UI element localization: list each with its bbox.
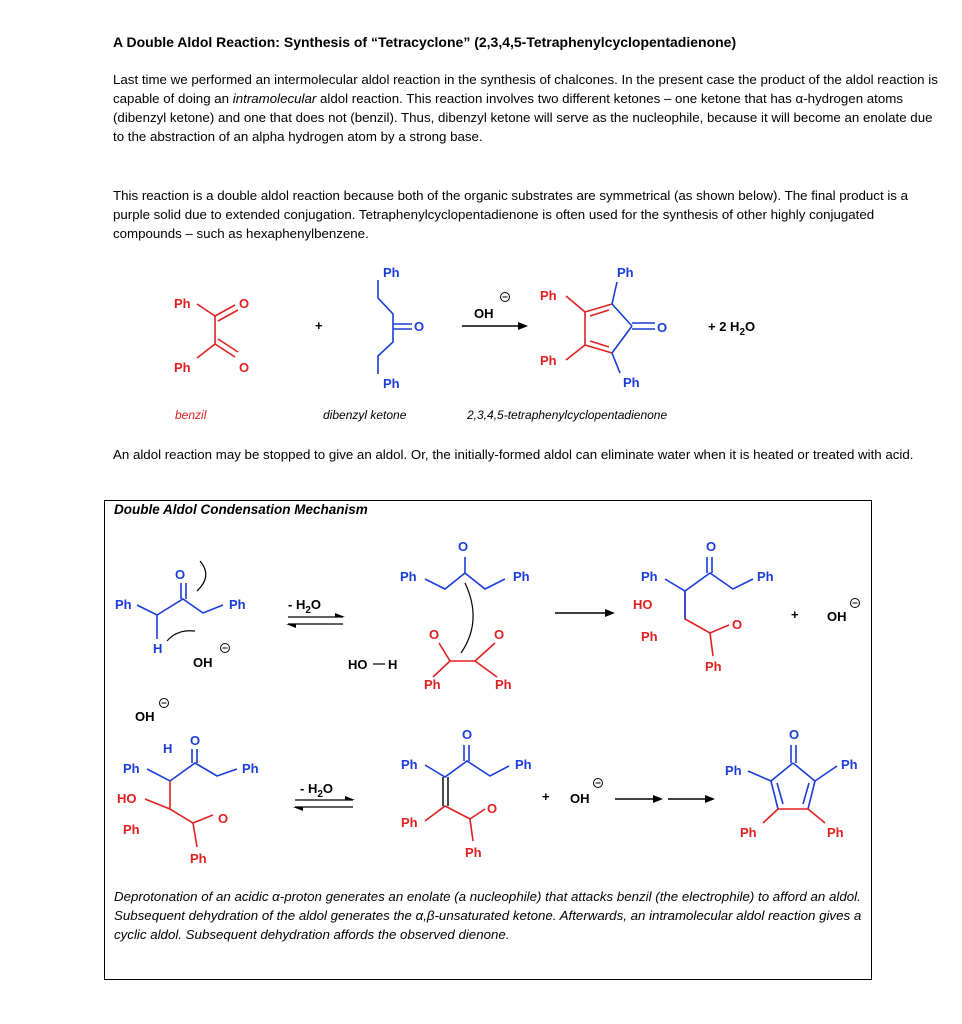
ph-label: Ph xyxy=(400,569,417,584)
o-label: O xyxy=(414,319,425,334)
overall-reaction-scheme xyxy=(0,250,962,410)
ph-label: Ph xyxy=(424,677,441,692)
ph-label: Ph xyxy=(115,597,132,612)
ho-label: HO xyxy=(117,791,137,806)
intro-italic: intramolecular xyxy=(232,91,317,106)
ph-label: Ph xyxy=(242,761,259,776)
ph-label: Ph xyxy=(641,629,658,644)
ph-label: Ph xyxy=(705,659,722,674)
o-label: O xyxy=(239,296,250,311)
mechanism-caption: Deprotonation of an acidic α-proton generates an enolate (a nucleophile) that attacks benzil (the electrophile) to afford an aldol. Subsequent dehydration of the aldol generates the α,β-unsaturated ketone. Afterwards, an intramolecular aldol reaction gives a cyclic aldol. Subsequent dehydration affords the observed dienone. xyxy=(114,889,862,942)
intro-paragraph xyxy=(113,70,943,146)
hydroxide-label: OH xyxy=(827,609,847,624)
benzil-structure xyxy=(174,296,249,375)
h-label: H xyxy=(153,641,163,656)
o-label: O xyxy=(732,617,743,632)
ph-label: Ph xyxy=(401,815,418,830)
o-label: O xyxy=(706,539,717,554)
o-label: O xyxy=(487,801,498,816)
ph-label: Ph xyxy=(495,677,512,692)
minus-water: - $H_2O$ xyxy=(300,781,334,800)
aldol-alkoxide-product xyxy=(633,539,860,674)
o-label: O xyxy=(190,733,201,748)
mechanism-box xyxy=(104,500,872,980)
ho-label: HO xyxy=(633,597,653,612)
ph-label: Ph xyxy=(174,360,191,375)
o-label: O xyxy=(789,727,800,742)
tetracyclone-label: 2,3,4,5-tetraphenylcyclopentadienone xyxy=(467,408,668,422)
ph-label: Ph xyxy=(190,851,207,866)
ph-label: Ph xyxy=(465,845,482,860)
ph-label: Ph xyxy=(757,569,774,584)
h-label: H xyxy=(388,657,398,672)
ph-label: Ph xyxy=(841,757,858,772)
ph-label: Ph xyxy=(383,265,400,280)
hydroxide-label: OH xyxy=(474,306,494,321)
ph-label: Ph xyxy=(827,825,844,840)
water-product: + 2 $H_2O$ xyxy=(708,319,756,338)
final-tetracyclone xyxy=(725,727,858,840)
ph-label: Ph xyxy=(617,265,634,280)
mechanism-scheme xyxy=(105,501,871,881)
ph-label: Ph xyxy=(623,375,640,390)
hydroxide-label: OH xyxy=(135,709,155,724)
ph-label: Ph xyxy=(515,757,532,772)
ph-label: Ph xyxy=(123,761,140,776)
aldol-paragraph: An aldol reaction may be stopped to give an aldol. Or, the initially-formed aldol can eliminate water when it is heated or treated with acid. xyxy=(113,447,914,462)
enolate-attacks-benzil xyxy=(348,539,530,692)
ph-label: Ph xyxy=(513,569,530,584)
tetracyclone-structure xyxy=(540,265,667,390)
h-label: H xyxy=(163,741,173,756)
ph-label: Ph xyxy=(641,569,658,584)
unsaturated-ketone xyxy=(401,727,603,860)
benzil-label: benzil xyxy=(175,408,207,422)
double-aldol-paragraph: This reaction is a double aldol reaction because both of the organic substrates are symmetrical (as shown below). The final product is a purple solid due to extended conjugation. Tetraphenylcyclopentadienone is often used for the synthesis of other highly conjugated compounds – such as hexaphenylbenzene. xyxy=(113,188,909,241)
o-label: O xyxy=(429,627,440,642)
intro-text-1: Last time we performed an intermolecular aldol reaction in the synthesis of chalcones. In the present case the product of the aldol reaction is capable of doing an xyxy=(113,72,938,106)
plus-sign: + xyxy=(791,607,799,622)
minus-water: - $H_2O$ xyxy=(288,597,322,616)
ph-label: Ph xyxy=(123,822,140,837)
dibenzyl-ketone-deprotonation xyxy=(115,561,246,670)
o-label: O xyxy=(657,320,668,335)
o-label: O xyxy=(239,360,250,375)
o-label: O xyxy=(218,811,229,826)
ph-label: Ph xyxy=(540,288,557,303)
dibenzyl-ketone-structure xyxy=(378,265,424,391)
water-label: HO xyxy=(348,657,368,672)
ph-label: Ph xyxy=(229,597,246,612)
ph-label: Ph xyxy=(174,296,191,311)
aldol-dehydration xyxy=(117,699,259,867)
ph-label: Ph xyxy=(401,757,418,772)
hydroxide-label: OH xyxy=(570,791,590,806)
ph-label: Ph xyxy=(725,763,742,778)
ph-label: Ph xyxy=(740,825,757,840)
ph-label: Ph xyxy=(383,376,400,391)
o-label: O xyxy=(494,627,505,642)
o-label: O xyxy=(175,567,186,582)
o-label: O xyxy=(458,539,469,554)
plus-sign: + xyxy=(542,789,550,804)
intro-text-2: aldol reaction. This reaction involves two different ketones – one ketone that has α-hydrogen atoms (dibenzyl ketone) and one that does not (benzil). Thus, dibenzyl ketone will serve as the nucleophile, because it will become an enolate due to the abstraction of an alpha hydrogen atom by a strong base. xyxy=(113,91,933,144)
hydroxide-label: OH xyxy=(193,655,213,670)
page-title: A Double Aldol Reaction: Synthesis of “Tetracyclone” (2,3,4,5-Tetraphenylcyclopentadienone) xyxy=(113,34,737,50)
mechanism-title: Double Aldol Condensation Mechanism xyxy=(114,502,368,517)
ph-label: Ph xyxy=(540,353,557,368)
o-label: O xyxy=(462,727,473,742)
plus-sign: + xyxy=(315,318,323,333)
dibenzyl-ketone-label: dibenzyl ketone xyxy=(323,408,407,422)
